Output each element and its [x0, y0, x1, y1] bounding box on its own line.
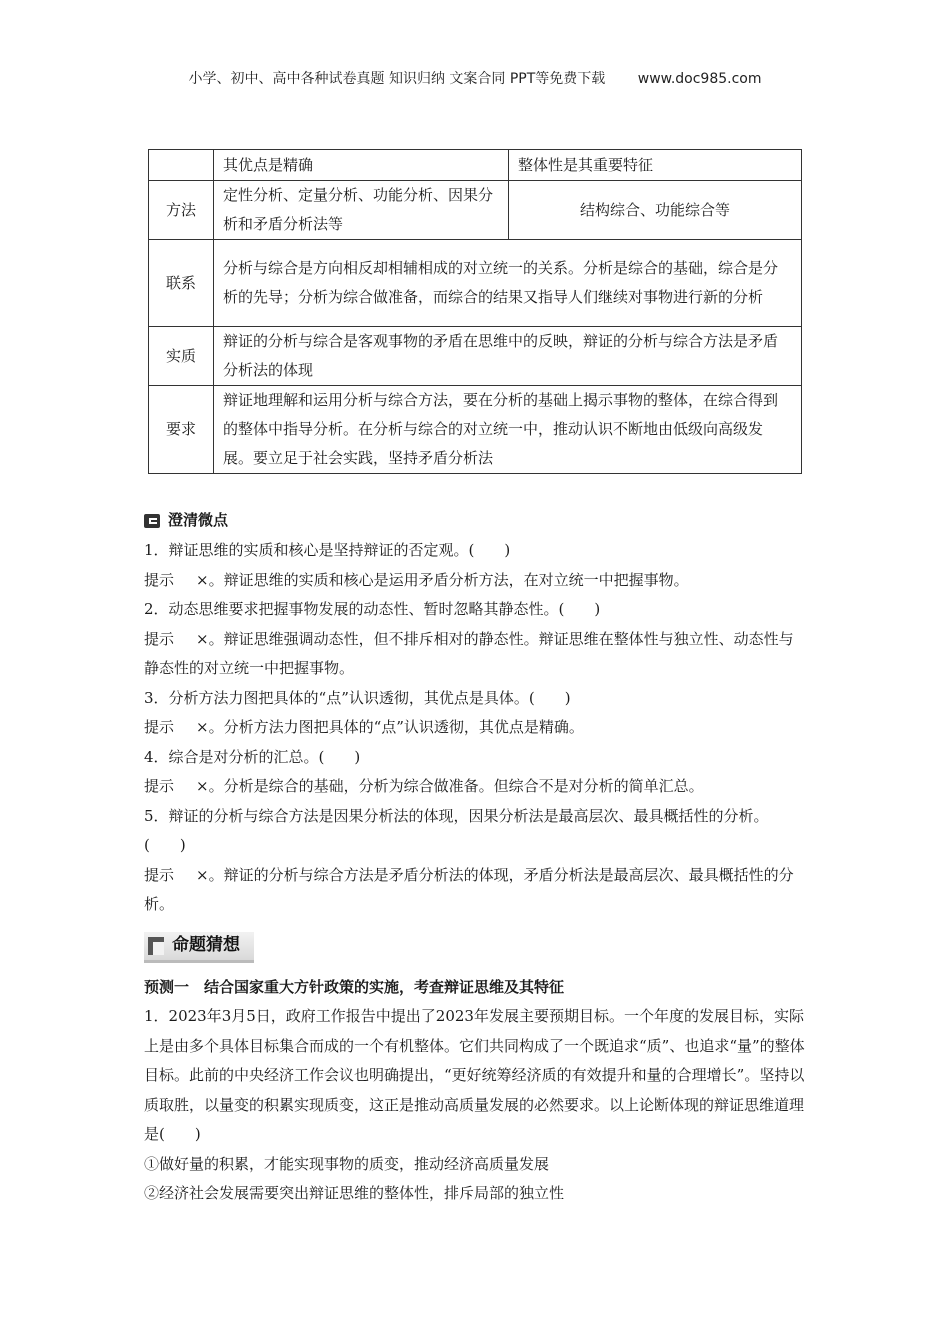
answer-body: ×。分析是综合的基础，分析为综合做准备。但综合不是对分析的简单汇总。: [196, 777, 704, 795]
table-row: [149, 327, 802, 386]
comparison-table: [148, 149, 802, 474]
answer-text: [144, 713, 808, 743]
answer-body: ×。辩证的分析与综合方法是矛盾分析法的体现，矛盾分析法是最高层次、最具概括性的分析。: [144, 865, 794, 913]
section-bar-icon: [148, 937, 164, 955]
answer-body: ×。辩证思维强调动态性，但不排斥相对的静态性。辩证思维在整体性与独立性、动态性与静态性的对立统一中把握事物。: [144, 629, 794, 677]
question-text: 2．动态思维要求把握事物发展的动态性、暂时忽略其静态性。( ): [144, 600, 601, 618]
header-site: www.doc985.com: [637, 71, 762, 87]
guess-banner-title: 命题猜想: [172, 934, 240, 955]
header-tagline: 小学、初中、高中各种试卷真题 知识归纳 文案合同 PPT等免费下载: [188, 71, 606, 87]
table-row: [149, 240, 802, 327]
answer-text: [144, 772, 808, 802]
table-row: [149, 386, 802, 474]
tip-label: 提示: [144, 777, 175, 795]
tip-label: 提示: [144, 629, 175, 648]
table-cell: 分析与综合是方向相反却相辅相成的对立统一的关系。分析是综合的基础，综合是分析的先导；分析为综合做准备，而综合的结果又指导人们继续对事物进行新的分析: [214, 240, 802, 327]
answer-body: ×。辩证思维的实质和核心是运用矛盾分析方法，在对立统一中把握事物。: [196, 570, 689, 589]
table-cell: 其优点是精确: [214, 150, 509, 181]
row-label: [149, 150, 214, 181]
option-item: ②经济社会发展需要突出辩证思维的整体性，排斥局部的独立性: [144, 1184, 565, 1202]
table-cell: 辩证的分析与综合是客观事物的矛盾在思维中的反映，辩证的分析与综合方法是矛盾分析法的体现: [214, 327, 802, 386]
question-text: 5．辩证的分析与综合方法是因果分析法的体现，因果分析法是最高层次、最具概括性的分析。( ): [144, 806, 769, 854]
row-label: 联系: [149, 240, 214, 327]
table-cell: 定性分析、定量分析、功能分析、因果分析和矛盾分析法等: [214, 181, 509, 240]
main-content: [144, 506, 808, 1209]
row-label: 实质: [149, 327, 214, 386]
option-item: ①做好量的积累，才能实现事物的质变，推动经济高质量发展: [144, 1154, 550, 1173]
table-row: [149, 150, 802, 181]
table-cell: 辩证地理解和运用分析与综合方法，要在分析的基础上揭示事物的整体，在综合得到的整体中指导分析。在分析与综合的对立统一中，推动认识不断地由低级向高级发展。要立足于社会实践，坚持矛盾分析法: [214, 386, 802, 474]
question-stem: 1．2023年3月5日，政府工作报告中提出了2023年发展主要预期目标。一个年度的发展目标，实际上是由多个具体目标集合而成的一个有机整体。它们共同构成了一个既追求“质”、也追求“量”的整体目标。此前的中央经济工作会议也明确提出，“更好统筹经济质的有效提升和量的合理增长”。坚持以质取胜，以量变的积累实现质变，这正是推动高质量发展的必然要求。以上论断体现的辩证思维道理是( ): [144, 1007, 805, 1143]
tip-label: 提示: [144, 570, 175, 589]
prediction-heading: 预测一 结合国家重大方针政策的实施，考查辩证思维及其特征: [144, 977, 565, 996]
table-row: [149, 181, 802, 240]
table-cell: 结构综合、功能综合等: [509, 181, 802, 240]
tip-label: 提示: [144, 718, 175, 736]
tip-label: 提示: [144, 865, 175, 884]
answer-body: ×。分析方法力图把具体的“点”认识透彻，其优点是精确。: [196, 718, 584, 736]
clarify-title: 澄清微点: [168, 511, 229, 530]
answer-text: [144, 566, 808, 596]
answer-text: [144, 625, 808, 684]
row-label: 要求: [149, 386, 214, 474]
question-text: 3．分析方法力图把具体的“点”认识透彻，其优点是具体。( ): [144, 688, 571, 707]
section-c-icon: [144, 514, 160, 528]
answer-text: [144, 861, 808, 920]
question-text: 1．辩证思维的实质和核心是坚持辩证的否定观。( ): [144, 541, 511, 559]
clarify-heading: [144, 506, 808, 536]
question-text: 4．综合是对分析的汇总。( ): [144, 747, 361, 766]
row-label: 方法: [149, 181, 214, 240]
guess-banner: [144, 932, 254, 963]
page-header: [0, 68, 950, 88]
table-cell: 整体性是其重要特征: [509, 150, 802, 181]
